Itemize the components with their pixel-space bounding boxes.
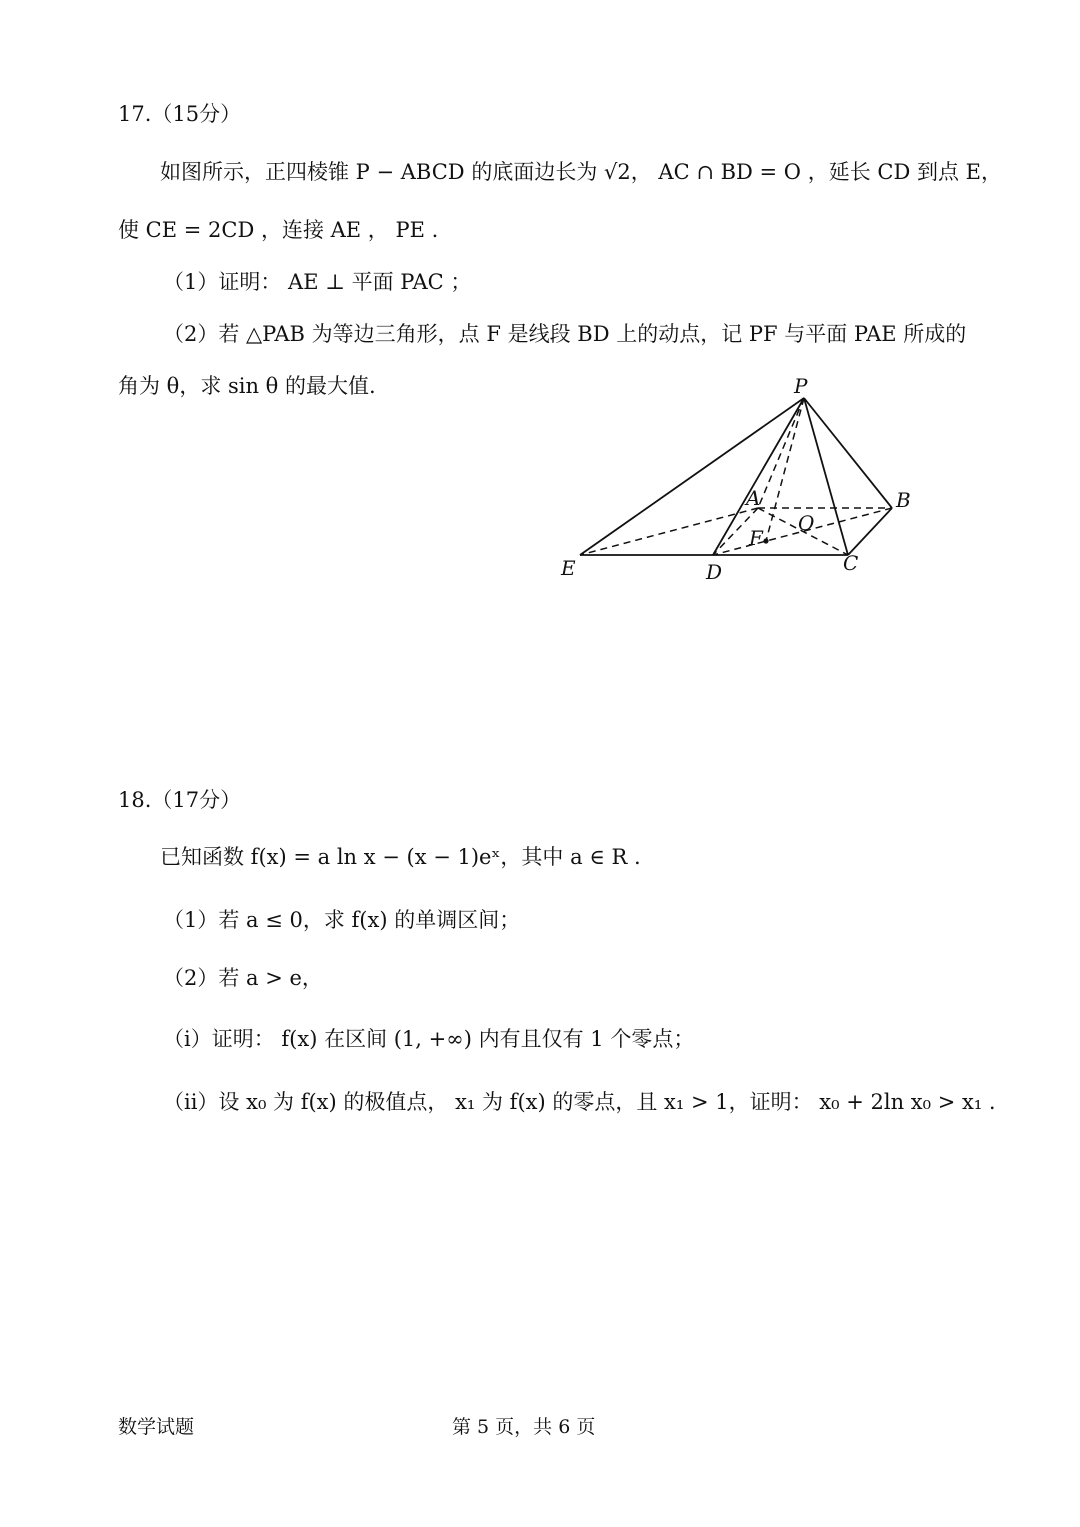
label-P: P: [794, 374, 808, 398]
edge-AE: [580, 508, 758, 555]
problem-17-part2-line2: 角为 θ，求 sin θ 的最大值.: [118, 374, 376, 398]
footer-subject: 数学试题: [118, 1416, 195, 1438]
problem-18-part2: （2）若 a > e，: [163, 966, 323, 990]
problem-18-part1: （1）若 a ≤ 0，求 f(x) 的单调区间；: [163, 908, 521, 932]
label-A: A: [746, 486, 761, 510]
problem-17-stem-line1: 如图所示，正四棱锥 P − ABCD 的底面边长为 √2， AC ∩ BD = O ，延长 CD 到点 E，: [160, 160, 1002, 184]
edge-PB: [804, 398, 892, 508]
label-F: F: [749, 526, 763, 550]
problem-17-header: 17.（15分）: [118, 102, 242, 126]
point-F-dot: [763, 538, 768, 543]
label-C: C: [843, 551, 859, 575]
problem-18-header: 18.（17分）: [118, 788, 242, 812]
footer-page-number: 第 5 页，共 6 页: [452, 1416, 596, 1438]
label-O: O: [798, 511, 815, 535]
problem-17-part2-line1: （2）若 △PAB 为等边三角形，点 F 是线段 BD 上的动点，记 PF 与平面 PAE 所成的: [163, 322, 967, 346]
label-D: D: [706, 560, 723, 584]
problem-18-part2-ii: （ii）设 x₀ 为 f(x) 的极值点， x₁ 为 f(x) 的零点，且 x₁ > 1，证明： x₀ + 2ln x₀ > x₁ .: [163, 1090, 996, 1114]
problem-17-stem-line2: 使 CE = 2CD ，连接 AE ， PE .: [118, 218, 439, 242]
label-E: E: [561, 556, 576, 580]
edge-CB: [848, 508, 892, 555]
problem-18-part2-i: （i）证明： f(x) 在区间 (1, +∞) 内有且仅有 1 个零点；: [163, 1027, 695, 1051]
problem-17-part1: （1）证明： AE ⊥ 平面 PAC ；: [163, 270, 472, 294]
label-B: B: [896, 488, 911, 512]
problem-18-stem: 已知函数 f(x) = a ln x − (x − 1)eˣ，其中 a ∈ R .: [160, 845, 641, 869]
